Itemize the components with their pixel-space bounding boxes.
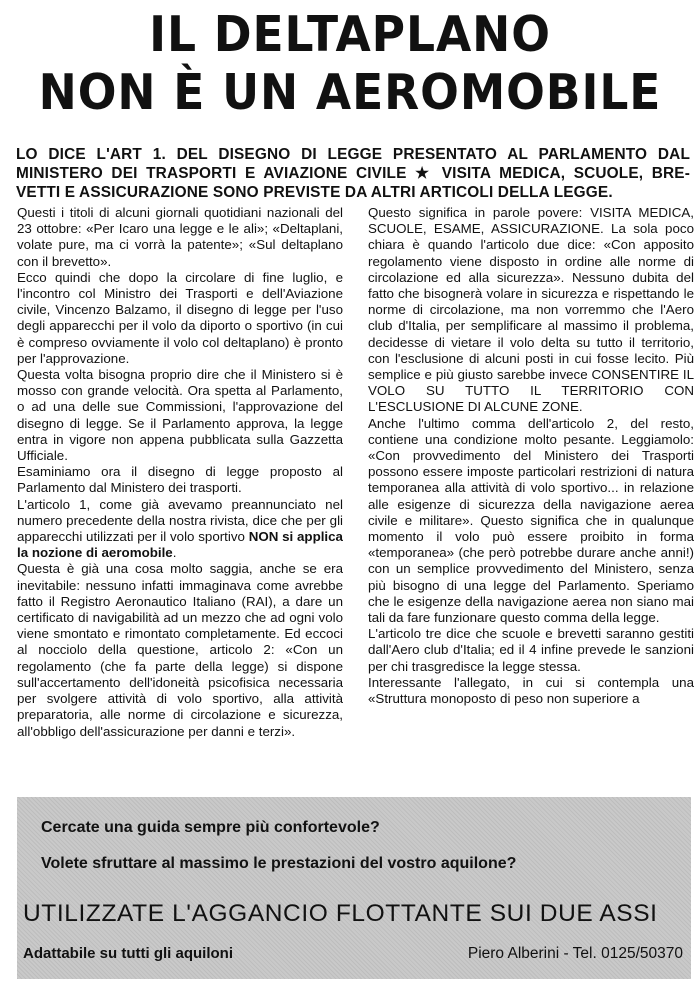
subheadline-line-3: VETTI E ASSICURAZIONE SONO PREVISTE DA ALTRI ARTICOLI DELLA LEGGE. <box>16 184 613 201</box>
bold-statement: NON si applica la nozione di aeromobile <box>17 529 343 561</box>
paragraph <box>17 497 343 562</box>
paragraph-text: . <box>172 545 177 561</box>
paragraph: Questa è già una cosa molto saggia, anche se era inevitabile: nessuno infatti immaginava come avrebbe fatto il Registro Aeronautico Italiano (RAI), a dare un certificato di navigabilità ad un mezzo che ad ogni volo viene smontato e rimontato completamente. Ed eccoci al nocciolo della questione, articolo 2: «Con un regolamento (che fa parte della legge) si dispone sull'accertamento dell'idoneità psicofisica necessaria per svolgere attività di volo sportivo, alla attività preparatoria, alle norme di circolazione e sicurezza, all'obbligo dell'assicurazione per danni e terzi». <box>17 561 343 739</box>
subheadline-line-1: LO DICE L'ART 1. DEL DISEGNO DI LEGGE PRESENTATO AL PARLAMENTO DAL <box>16 146 690 163</box>
article-column-right <box>368 205 694 792</box>
headline <box>25 6 676 122</box>
subheadline-line-2: MINISTERO DEI TRASPORTI E AVIAZIONE CIVILE ★ VISITA MEDICA, SCUOLE, BRE- <box>16 165 690 182</box>
advertisement-box <box>17 797 691 979</box>
ad-question-2: Volete sfruttare al massimo le prestazioni del vostro aquilone? <box>41 855 517 872</box>
article-column-left <box>17 205 343 792</box>
subheadline <box>16 145 690 202</box>
paragraph: Questi i titoli di alcuni giornali quotidiani nazionali del 23 ottobre: «Per Icaro una legge e le ali»; «Deltaplani, volate pure, ma ci vorrà la patente»; «Sul deltaplano con il brevetto». <box>17 205 343 269</box>
paragraph: Questa volta bisogna proprio dire che il Ministero si è mosso con grande velocità. Ora spetta al Parlamento, o ad una delle sue Commissioni, l'approvazione del disegno di legge. Se il Parlamento approva, la legge entra in vigore non appena pubblicata sulla Gazzetta Ufficiale. <box>17 367 343 464</box>
paragraph: Questo significa in parole povere: VISITA MEDICA, SCUOLE, ESAME, ASSICURAZIONE. La sola poco chiara è quando l'articolo due dice: «Con apposito regolamento viene disposto in ordine alle norme di circolazione ed alla sicurezza». Nessuno dubita del fatto che bisognerà volare in sicurezza e rispettando le norme di circolazione, ma non vorremmo che l'Aero club d'Italia, per semplificare al massimo il problema, decidesse di vietare il volo delta su tutto il territorio, con l'esclusione di alcuni posti in cui fosse lecito. Più semplice e più giusto sarebbe invece CONSENTIRE IL VOLO SU TUTTO IL TERRITORIO CON L'ESCLUSIONE DI ALCUNE ZONE. <box>368 205 694 415</box>
ad-question-1: Cercate una guida sempre più confortevole? <box>41 819 380 836</box>
paragraph-text: L'articolo 1, come già avevamo preannunciato nel numero precedente della nostra rivista, dice che per gli apparecchi utilizzati per il volo sportivo <box>17 496 343 545</box>
paragraph: Ecco quindi che dopo la circolare di fine luglio, e l'incontro col Ministro dei Trasporti e dell'Aviazione civile, Vincenzo Balzamo, il disegno di legge per l'uso degli apparecchi per il volo da diporto o sportivo (in cui è compreso ovviamente il volo col deltaplano) è pronto per l'approvazione. <box>17 269 343 366</box>
ad-contact: Piero Alberini - Tel. 0125/50370 <box>467 945 683 962</box>
paragraph: Esaminiamo ora il disegno di legge proposto al Parlamento dal Ministero dei trasporti. <box>17 464 343 496</box>
ad-slogan: UTILIZZATE L'AGGANCIO FLOTTANTE SUI DUE ASSI <box>23 900 658 927</box>
paragraph: Interessante l'allegato, in cui si contempla una «Struttura monoposto di peso non superiore a <box>368 674 694 707</box>
headline-line-2: NON È UN AEROMOBILE <box>38 64 662 121</box>
paragraph: Anche l'ultimo comma dell'articolo 2, del resto, contiene una condizione molto pesante. Leggiamolo: «Con provvedimento del Ministero dei Trasporti possono essere imposte particolari restrizioni di natura temporanea alla attività di volo sportivo... in relazione alle esigenze di sicurezza della navigazione aerea civile e militare». Questo significa che in qualunque momento il volo può essere proibito in forma «temporanea» (che però potrebbe durare anche anni!) con un semplice provvedimento del Ministero, senza più bisogno di una legge del Parlamento. Speriamo che le esigenze della navigazione aerea non siano mai tali da fare funzionare questo comma della legge. <box>368 415 694 626</box>
headline-line-1: IL DELTAPLANO <box>149 6 551 63</box>
paragraph: L'articolo tre dice che scuole e brevetti saranno gestiti dall'Aero club d'Italia; ed il 4 infine prevede le sanzioni per chi trasgredisce la legge stessa. <box>368 626 694 674</box>
ad-tagline: Adattabile su tutti gli aquiloni <box>23 945 233 962</box>
